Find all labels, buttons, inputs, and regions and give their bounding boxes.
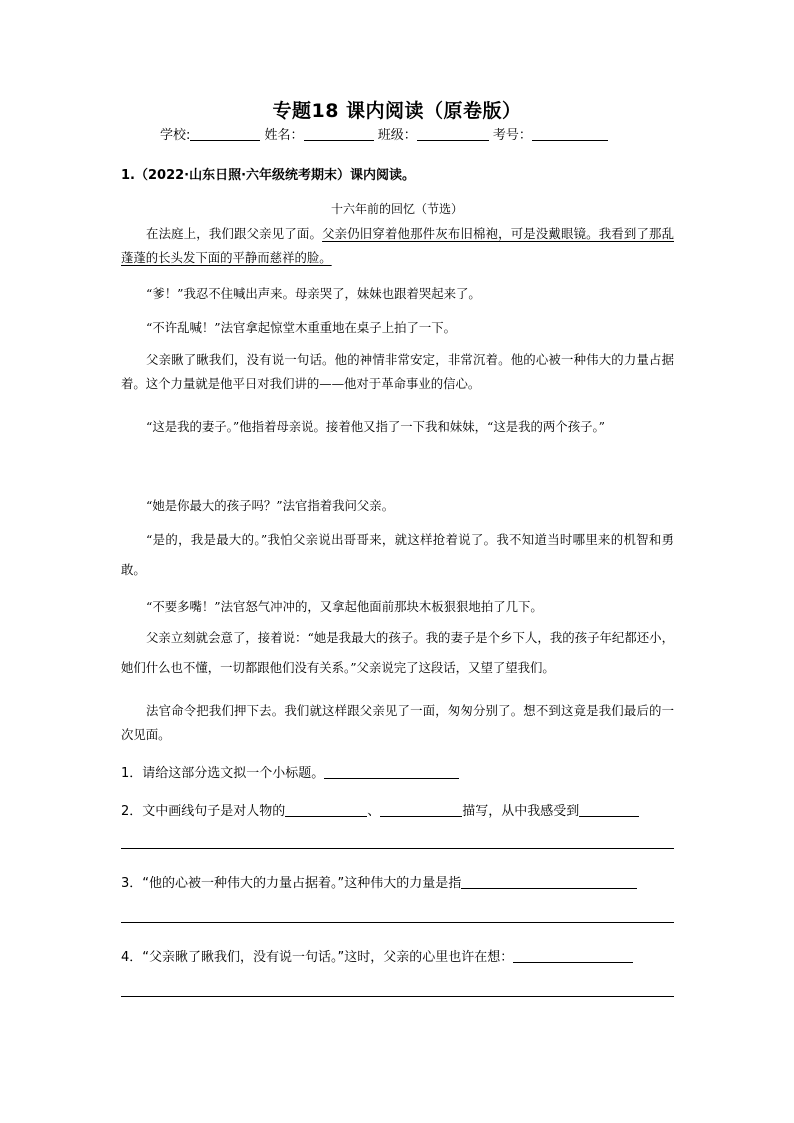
question-4-text: 4．“父亲瞅了瞅我们，没有说一句话。”这时，父亲的心里也许在想： xyxy=(121,950,514,965)
name-blank[interactable] xyxy=(304,128,374,141)
passage-paragraph-6: “她是你最大的孩子吗？”法官指着我问父亲。 xyxy=(146,498,395,513)
p1-text: 在法庭上，我们跟父亲见了面。 xyxy=(146,226,323,241)
passage-paragraph-5: “这是我的妻子。”他指着母亲说。接着他又指了一下我和妹妹，“这是我的两个孩子。” xyxy=(146,419,605,434)
answer-blank-2c[interactable] xyxy=(579,804,639,817)
class-blank[interactable] xyxy=(417,128,489,141)
school-blank[interactable] xyxy=(190,128,260,141)
school-label: 学校: xyxy=(160,128,191,143)
answer-line-2[interactable] xyxy=(121,848,674,849)
answer-blank-2a[interactable] xyxy=(285,804,367,817)
underlined-sentence: 父亲仍旧穿着他那件灰布旧棉袍，可是没戴眼镜。我看到了那乱蓬蓬的长头发下面的平静而慈祥的脸。 xyxy=(121,226,675,265)
passage-paragraph-2: “爹！”我忍不住喊出声来。母亲哭了，妹妹也跟着哭起来了。 xyxy=(146,286,481,301)
passage-title: 十六年前的回忆（节选） xyxy=(330,202,463,216)
name-label: 姓名： xyxy=(264,128,304,143)
question-1-text: 1．请给这部分选文拟一个小标题。 xyxy=(121,766,325,781)
answer-line-4[interactable] xyxy=(121,996,674,997)
answer-line-3[interactable] xyxy=(121,922,674,923)
id-blank[interactable] xyxy=(532,128,608,141)
passage-paragraph-4: 父亲瞅了瞅我们，没有说一句话。他的神情非常安定，非常沉着。他的心被一种伟大的力量占据着。这个力量就是他平日对我们讲的——他对于革命事业的信心。 xyxy=(121,352,674,391)
question-4 xyxy=(121,946,674,965)
passage-paragraph-1 xyxy=(121,222,674,270)
passage-paragraph-9: 父亲立刻就会意了，接着说：“她是我最大的孩子。我的妻子是个乡下人，我的孩子年纪都还小，她们什么也不懂，一切都跟他们没有关系。”父亲说完了这段话，又望了望我们。 xyxy=(121,630,674,675)
answer-blank-3[interactable] xyxy=(461,876,637,889)
question-1 xyxy=(121,762,674,781)
page-title: 专题18 课内阅读（原卷版） xyxy=(272,100,522,122)
class-label: 班级： xyxy=(377,128,417,143)
student-info-line xyxy=(160,124,608,143)
passage-paragraph-8: “不要多嘴！”法官怒气冲冲的，又拿起他面前那块木板狠狠地拍了几下。 xyxy=(146,599,543,614)
question-2-separator: 、 xyxy=(367,804,381,819)
question-2 xyxy=(121,800,674,819)
passage-paragraph-7: “是的，我是最大的。”我怕父亲说出哥哥来，就这样抢着说了。我不知道当时哪里来的机智和勇敢。 xyxy=(121,532,674,577)
question-2-text-a: 2．文中画线句子是对人物的 xyxy=(121,804,286,819)
passage-paragraph-10: 法官命令把我们押下去。我们就这样跟父亲见了一面，匆匆分别了。想不到这竟是我们最后的一次见面。 xyxy=(121,703,674,742)
answer-blank-2b[interactable] xyxy=(380,804,462,817)
id-label: 考号： xyxy=(492,128,532,143)
answer-blank-4[interactable] xyxy=(513,950,633,963)
passage-paragraph-3: “不许乱喊！”法官拿起惊堂木重重地在桌子上拍了一下。 xyxy=(146,320,457,335)
answer-blank-1[interactable] xyxy=(324,766,459,779)
question-3-text: 3．“他的心被一种伟大的力量占据着。”这种伟大的力量是指 xyxy=(121,876,462,891)
question-heading: 1.（2022·山东日照·六年级统考期末）课内阅读。 xyxy=(121,168,416,183)
question-2-text-b: 描写，从中我感受到 xyxy=(462,804,580,819)
question-3 xyxy=(121,872,674,891)
